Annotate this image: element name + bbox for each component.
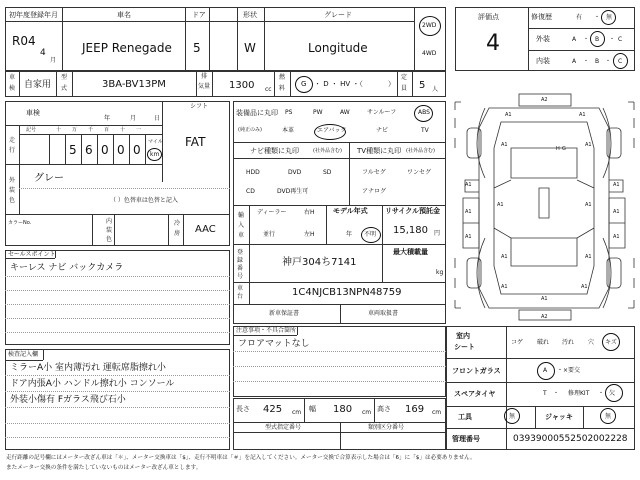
seat-label-1: 室内 <box>456 332 470 340</box>
place-4: 十 <box>120 127 126 133</box>
displacement-value: 1300 <box>229 80 255 91</box>
diagram-label-7: A1 <box>497 202 504 208</box>
interior-b: B <box>595 58 600 65</box>
equip-sunroof: サンルーフ <box>367 109 397 116</box>
interior-color-label-2: 装 <box>106 227 113 234</box>
model-year-unknown: 不明 <box>364 231 377 238</box>
import-parallel: 並行 <box>263 231 276 238</box>
length-unit: cm <box>292 409 302 416</box>
diagram-label-17: A1 <box>541 296 548 302</box>
plate-label-1: 登 <box>237 249 244 256</box>
shape-label: 形状 <box>243 11 257 19</box>
score-value: 4 <box>486 31 500 56</box>
plate-label-2: 録 <box>237 257 244 264</box>
tv-analog: アナログ <box>362 188 387 195</box>
fuel-g: G <box>301 80 307 88</box>
grade-label: グレード <box>324 11 352 19</box>
interior-dot1: ・ <box>583 58 590 65</box>
color-no-label: カラーNo. <box>8 220 32 226</box>
exterior-c: C <box>618 36 623 43</box>
capacity-unit: 人 <box>432 86 439 93</box>
notes-frame <box>233 326 446 397</box>
mileage-digit-1: 6 <box>85 143 93 157</box>
diagram-label-13: A1 <box>501 254 508 260</box>
navi-dvd: DVD <box>288 169 302 176</box>
diagram-label-3: A1 <box>501 142 508 148</box>
length-value: 425 <box>263 404 283 415</box>
spare-dot2: ・ <box>598 390 605 397</box>
shape-value: W <box>244 41 256 55</box>
diagram-label-6: A1 <box>613 182 620 188</box>
seat-item-0: コゲ <box>511 339 524 346</box>
grade-value: Longitude <box>308 41 368 55</box>
inspector-line-2: 外装小傷有 Fガラス飛び石小 <box>10 395 126 405</box>
car-name-value: JEEP Renegade <box>82 41 172 55</box>
interior-c: C <box>618 58 623 65</box>
seat-item-4: キズ <box>605 339 617 346</box>
first-reg-month-unit: 月 <box>50 57 57 64</box>
navi-cd: CD <box>246 188 255 195</box>
km-label: km <box>150 151 160 158</box>
class-label: 類別区分番号 <box>368 424 405 431</box>
equip-navi: ナビ <box>376 127 389 134</box>
mileage-side-2: 行 <box>9 147 16 154</box>
ext-side-2: 装 <box>9 187 16 194</box>
tv-oneseg: ワンセグ <box>407 169 432 176</box>
diagram-label-0: A2 <box>541 97 548 103</box>
diagram-label-10: A1 <box>613 209 620 215</box>
spare-t: T <box>543 390 547 397</box>
width-unit: cm <box>362 409 372 416</box>
doors-label: ドア <box>192 11 206 19</box>
interior-a: A <box>572 58 577 65</box>
equip-airbag: エアバック <box>317 127 347 134</box>
tv-label: TV種類に丸印 <box>357 147 402 155</box>
exterior-dot2: ・ <box>609 36 616 43</box>
place-1: 万 <box>72 127 78 133</box>
equip-ps: PS <box>285 109 293 116</box>
model-year-label: モデル年式 <box>333 207 368 215</box>
navi-sub: (社外品含む) <box>313 148 342 154</box>
shift-value: FAT <box>185 135 206 149</box>
sales-point-text: キーレス ナビ バックカメラ <box>10 263 124 273</box>
equip-tv: TV <box>421 127 429 134</box>
import-dealer: ディーラー <box>257 209 287 216</box>
doors-value: 5 <box>193 41 201 55</box>
interior-color-label-3: 色 <box>106 236 113 243</box>
diagram-label-5: A1 <box>465 182 472 188</box>
plate-label-3: 番 <box>237 265 244 272</box>
navi-hdd: HDD <box>246 169 260 176</box>
type-designation-label: 型式指定番号 <box>265 424 302 431</box>
jack-value: 無 <box>605 413 612 420</box>
inspector-label: 検査記入欄 <box>8 351 39 358</box>
import-1: 輸 <box>238 212 245 219</box>
model-value: 3BA-BV13PM <box>102 79 166 90</box>
equip-pw: PW <box>313 109 323 116</box>
disp-label-1: 排 <box>201 73 208 80</box>
tools-value: 無 <box>509 413 516 420</box>
footer-line-1: 走行距離の記号欄にはメーター改ざん車は「＊」、メーター交換車は「$」、走行不明車は「＃」を記入してください。メーター交換で合算表示した場合は「6」に「$」は必要ありません。 <box>6 455 476 461</box>
notes-label: 注意事項・不具合箇所 <box>236 327 297 334</box>
warranty-manual: 車両取扱書 <box>368 310 399 317</box>
max-load-label: 最大積載量 <box>393 248 428 256</box>
height-unit: cm <box>432 409 442 416</box>
diagram-label-12: A1 <box>613 234 620 240</box>
fuel-options: ・ D ・ HV ・（ <box>314 80 363 88</box>
width-value: 180 <box>333 404 353 415</box>
use-value: 自家用 <box>24 80 52 90</box>
diagram-label-15: A1 <box>501 284 508 290</box>
shift-label: シフト <box>190 103 209 110</box>
capacity-label-1: 定 <box>401 74 408 81</box>
inspection-month: 月 <box>130 115 137 122</box>
diagram-label-1: A1 <box>505 112 512 118</box>
exterior-color-value: グレー <box>34 173 64 184</box>
first-reg-year: R04 <box>12 34 36 48</box>
header-row-frame <box>5 7 446 71</box>
mileage-digit-3: 0 <box>117 143 125 157</box>
spare-kit: 修理KIT <box>568 390 590 397</box>
navi-dvdplay: DVD再生可 <box>277 188 309 195</box>
notes-text: フロアマットなし <box>238 339 310 349</box>
equipment-label: 装備品に丸印 <box>236 109 278 117</box>
exterior-b: B <box>595 36 600 43</box>
seat-item-2: 汚れ <box>562 339 575 346</box>
ext-side-1: 外 <box>9 177 16 184</box>
diagram-label-19: H <box>556 146 560 152</box>
import-lhd: 左H <box>304 231 315 238</box>
recycle-label: リサイクル預託金 <box>385 207 441 215</box>
inspector-line-1: ドア内張A小 ハンドル擦れ小 コンソール <box>10 379 175 389</box>
fuel-close: ） <box>388 80 395 88</box>
kensa-label: 検 <box>9 85 16 92</box>
interior-dot2: ・ <box>605 58 612 65</box>
shaken-label: 車 <box>9 74 16 81</box>
height-label: 高さ <box>377 405 391 413</box>
equip-abs: ABS <box>418 109 430 116</box>
diagram-label-18: A2 <box>541 314 548 320</box>
exterior-color-note: （ ）色替車は色替と記入 <box>110 197 178 204</box>
front-glass-a: A <box>543 367 548 374</box>
place-5: 一 <box>136 127 142 133</box>
ext-side-3: 色 <box>9 197 16 204</box>
drive-2wd: 2WD <box>422 22 437 29</box>
equip-aw: AW <box>340 109 350 116</box>
disp-label-2: 気量 <box>198 83 211 90</box>
seat-label-2: シート <box>454 343 475 351</box>
tv-fullseg: フルセグ <box>362 169 386 176</box>
max-load-unit: kg <box>436 269 444 276</box>
import-rhd: 右H <box>304 209 315 216</box>
first-reg-month: 4 <box>40 48 46 58</box>
diagram-label-16: A1 <box>581 284 588 290</box>
fuel-label-1: 燃 <box>279 74 286 81</box>
exterior-dot1: ・ <box>583 36 590 43</box>
place-3: 百 <box>104 127 110 133</box>
warranty-new: 新車保証書 <box>269 310 300 317</box>
inspection-day: 日 <box>154 115 161 122</box>
repair-label: 修復歴 <box>531 13 552 21</box>
capacity-label-2: 員 <box>401 85 408 92</box>
import-2: 入 <box>238 222 245 229</box>
ac-value: AAC <box>195 224 216 235</box>
inspection-label: 車検 <box>26 109 40 117</box>
front-glass-rest: ・×要交 <box>557 367 581 374</box>
drive-4wd: 4WD <box>422 50 437 57</box>
sales-point-label: セールスポイント <box>8 251 56 258</box>
mileage-side-1: 走 <box>9 137 16 144</box>
recycle-unit: 円 <box>434 230 441 237</box>
inspector-line-0: ミラーA小 室内薄汚れ 運転席脂擦れ小 <box>10 363 166 373</box>
tools-label: 工具 <box>458 413 472 421</box>
mileage-digit-2: 0 <box>101 143 109 157</box>
chassis-label-2: 台 <box>237 293 244 300</box>
front-glass-label: フロントガラス <box>452 367 501 375</box>
chassis-value: 1C4NJCB13NPN48759 <box>292 287 402 298</box>
capacity-value: 5 <box>419 80 426 91</box>
seat-item-3: 穴 <box>588 339 595 346</box>
navi-sd: SD <box>323 169 332 176</box>
diagram-label-14: A1 <box>585 254 592 260</box>
model-label-1: 型 <box>61 74 68 81</box>
exterior-label: 外装 <box>536 35 550 43</box>
mileage-digit-0: 5 <box>69 143 77 157</box>
score-label: 評価点 <box>478 13 499 21</box>
car-damage-diagram <box>449 88 640 323</box>
cc-unit: cc <box>265 86 272 93</box>
mile-label: マイル <box>148 139 163 145</box>
interior-label: 内装 <box>536 57 550 65</box>
recycle-value: 15,180 <box>393 225 428 236</box>
ac-label-2: 房 <box>174 230 181 237</box>
seat-item-1: 破れ <box>537 339 550 346</box>
fuel-label-2: 料 <box>279 85 286 92</box>
width-label: 幅 <box>309 405 316 413</box>
exterior-a: A <box>572 36 577 43</box>
place-2: 千 <box>88 127 94 133</box>
spare-missing: 欠 <box>609 390 616 397</box>
car-name-label: 車名 <box>117 11 131 19</box>
length-label: 長さ <box>236 405 250 413</box>
diagram-label-20: G <box>562 146 566 152</box>
interior-color-label-1: 内 <box>106 218 113 225</box>
inspection-year: 年 <box>104 115 111 122</box>
first-reg-label: 初年度登録年月 <box>9 11 58 19</box>
diagram-label-4: A1 <box>585 142 592 148</box>
repair-opt-2: 無 <box>606 14 613 21</box>
equipment-sub: (純正のみ) <box>238 127 262 133</box>
tv-sub: (社外品含む) <box>406 148 435 154</box>
ac-label-1: 冷 <box>174 220 181 227</box>
place-0: 十 <box>56 127 62 133</box>
equip-leather: 本革 <box>282 127 295 134</box>
height-value: 169 <box>405 404 425 415</box>
chassis-label-1: 車 <box>237 285 244 292</box>
spare-tire-label: スペアタイヤ <box>454 390 496 398</box>
model-label-2: 式 <box>61 85 68 92</box>
spare-dot1: ・ <box>553 390 560 397</box>
mileage-digits-label: 記号 <box>26 127 37 133</box>
diagram-label-8: A1 <box>585 202 592 208</box>
footer-line-2: またメーター交換の条件を満たしていないものはメーター改ざん車とします。 <box>6 465 202 471</box>
navi-label: ナビ種類に丸印 <box>250 147 299 155</box>
diagram-label-2: A1 <box>579 112 586 118</box>
admin-no-value: 03939000552502002228 <box>513 434 628 444</box>
admin-no-label: 管理番号 <box>452 435 480 443</box>
import-3: 車 <box>238 232 245 239</box>
repair-opt-0: 有 <box>576 14 583 21</box>
plate-label-4: 号 <box>237 273 244 280</box>
jack-label: ジャッキ <box>545 413 573 421</box>
repair-opt-1: ・ <box>594 14 601 21</box>
plate-value: 神戸304ち7141 <box>282 257 357 268</box>
model-year-year: 年 <box>346 231 353 238</box>
mileage-digit-4: 0 <box>133 143 141 157</box>
diagram-label-9: A1 <box>465 209 472 215</box>
diagram-label-11: A1 <box>465 234 472 240</box>
